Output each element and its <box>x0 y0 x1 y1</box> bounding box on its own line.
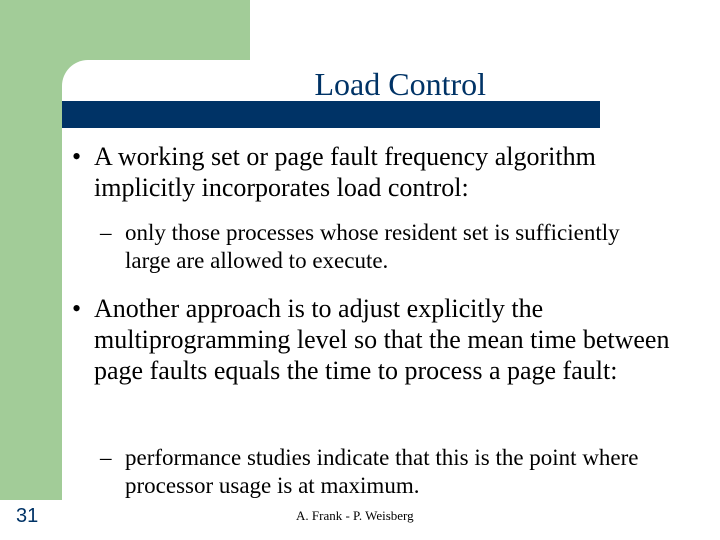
title-underline-bar <box>62 101 600 128</box>
slide-title: Load Control <box>314 66 486 102</box>
bullet-marker: • <box>72 294 82 323</box>
bullet-marker: • <box>72 142 82 171</box>
sub-bullet-text: only those processes whose resident set is sufficiently large are allowed to execute. <box>125 220 620 273</box>
sub-bullet-marker: – <box>100 220 112 245</box>
bullet-text: A working set or page fault frequency algorithm implicitly incorporates load control: <box>94 142 596 202</box>
sub-bullet-text: performance studies indicate that this is the point where processor usage is at maximum. <box>125 445 639 498</box>
bullet-text: Another approach is to adjust explicitly the multiprogramming level so that the mean time between page faults equals the time to process a page fault: <box>94 294 670 385</box>
sub-bullet-marker: – <box>100 445 112 470</box>
slide-number: 31 <box>16 505 39 527</box>
footer-credit: A. Frank - P. Weisberg <box>296 508 414 523</box>
